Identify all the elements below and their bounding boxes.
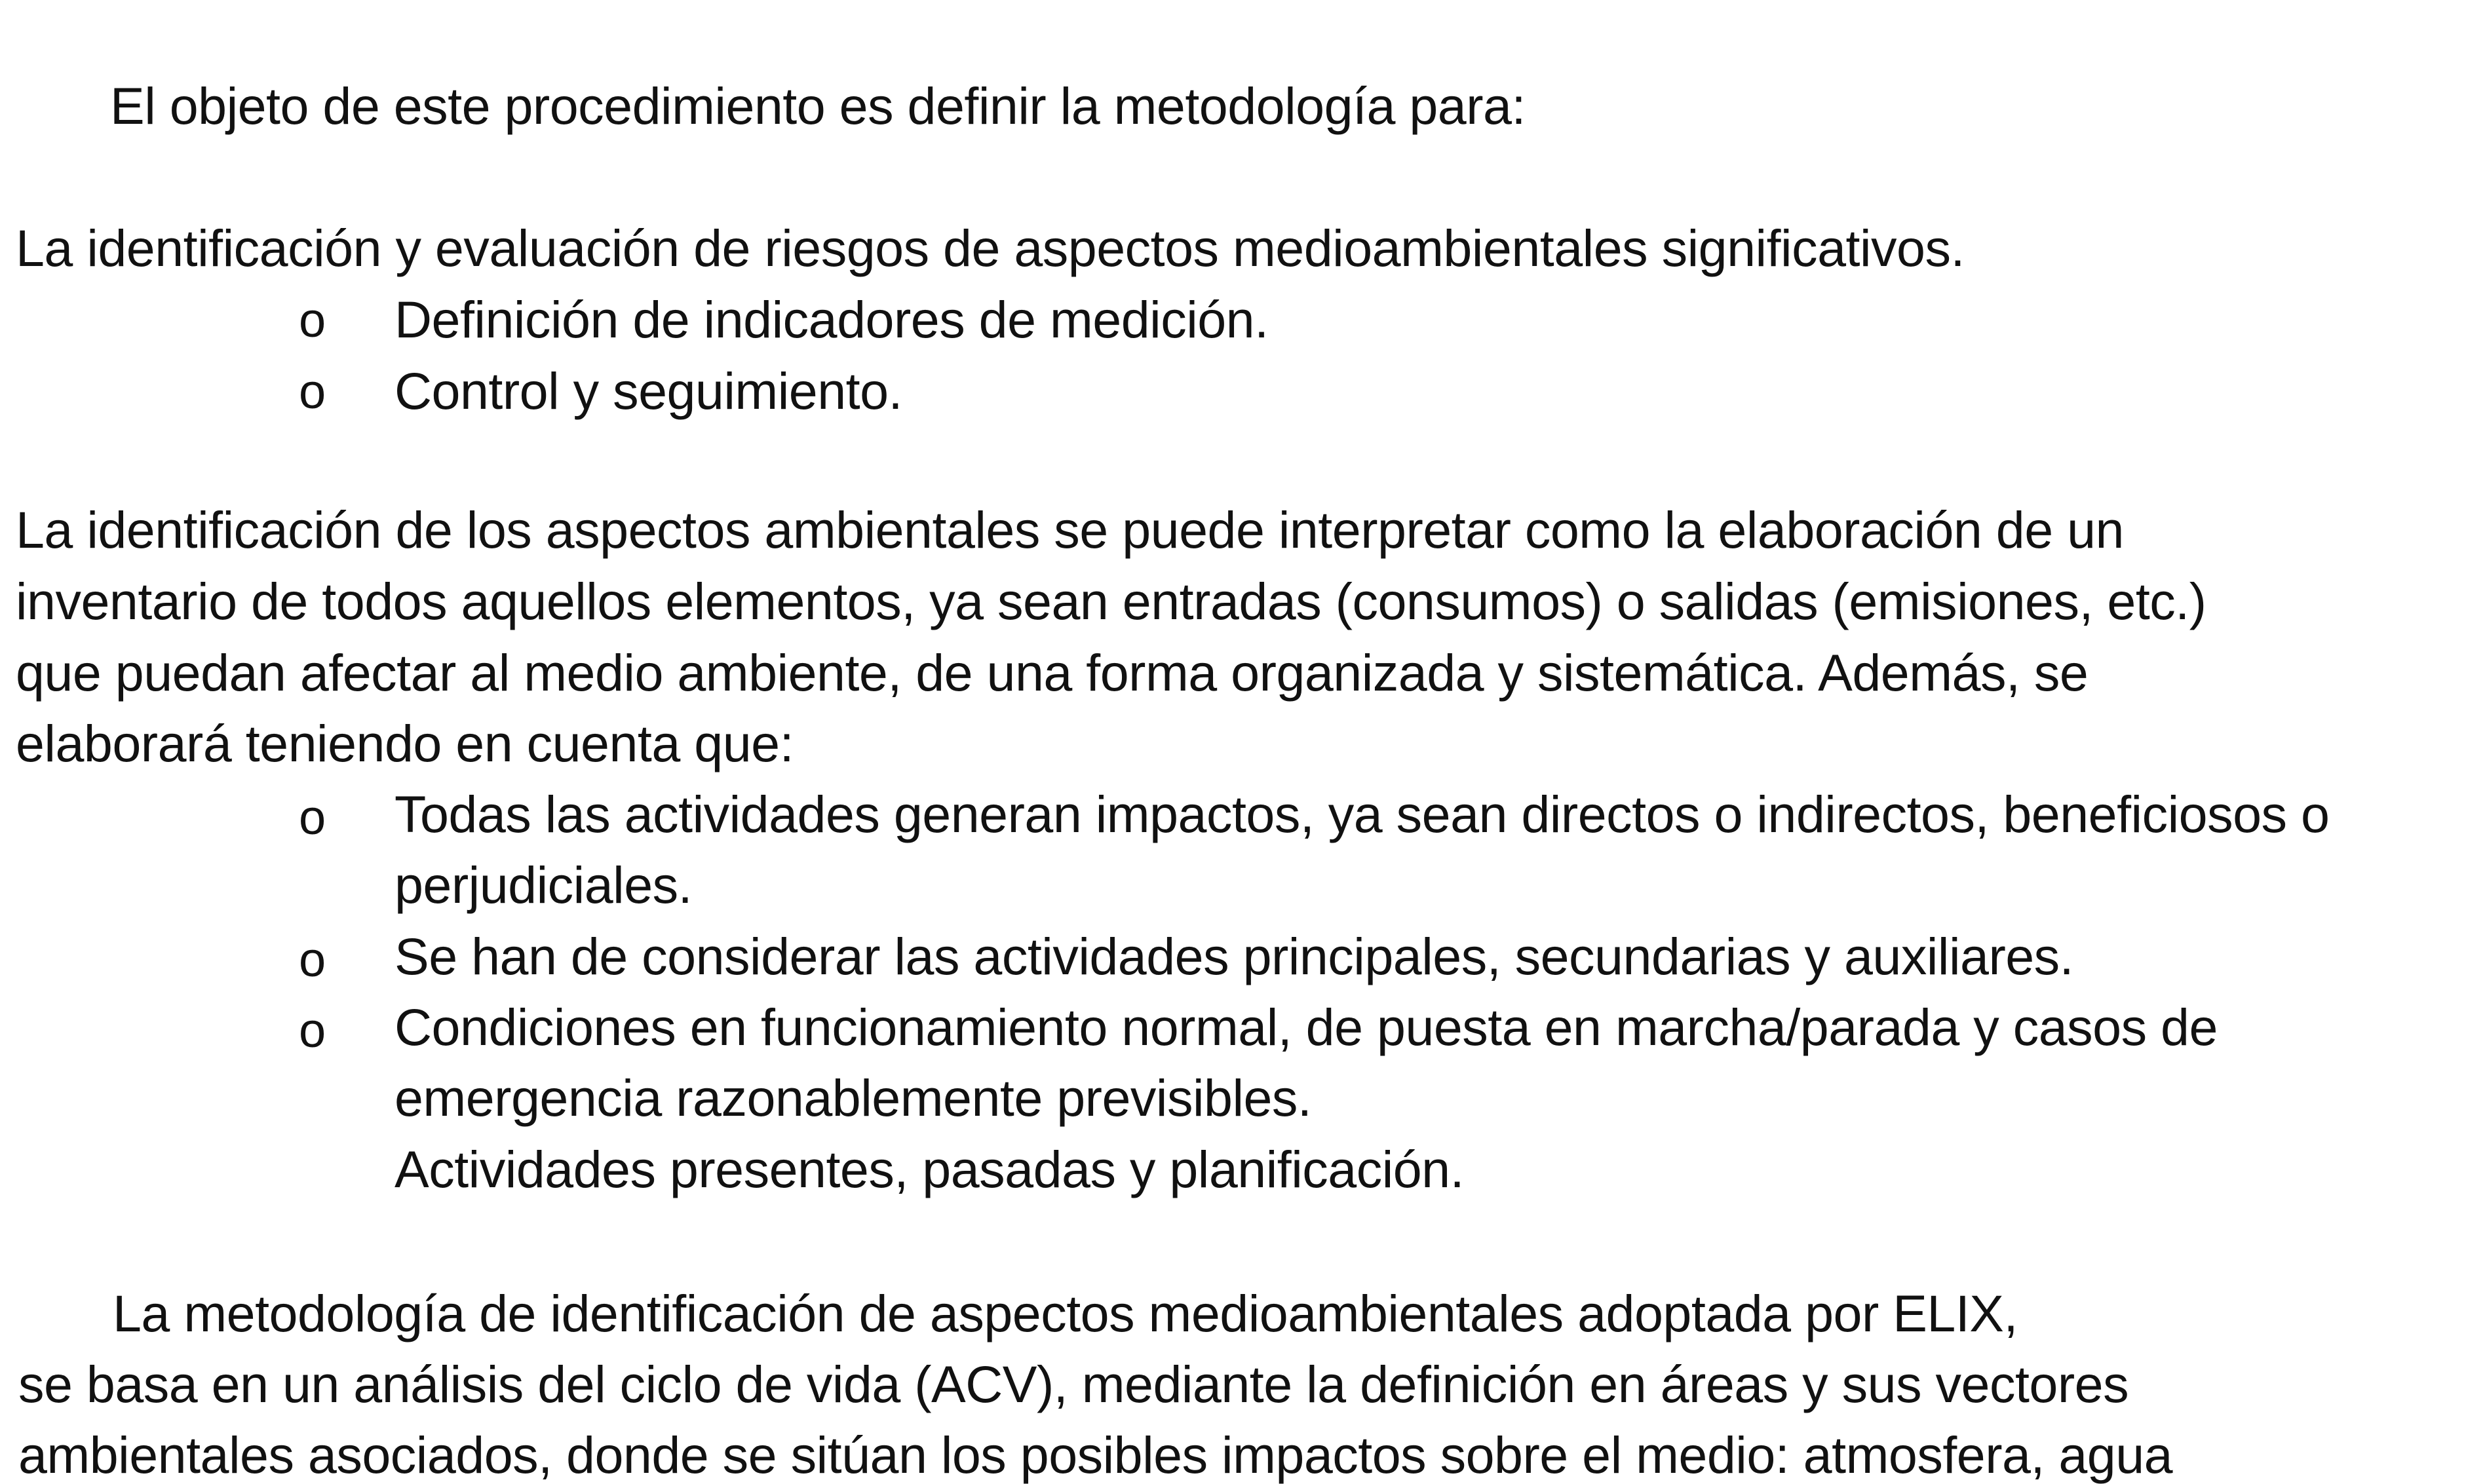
- section2-trailing-note: Actividades presentes, pasadas y planificación.: [395, 1140, 1465, 1198]
- bullet-marker: o: [299, 790, 326, 845]
- section1-item-control: Control y seguimiento.: [395, 362, 902, 420]
- section1-lead: La identificación y evaluación de riesgos de aspectos medioambientales significativos.: [16, 219, 1965, 277]
- section3-paragraph-line: La metodología de identificación de aspectos medioambientales adoptada por ELIX,: [113, 1284, 2018, 1342]
- section2-item-impacts-continued: perjudiciales.: [395, 856, 693, 914]
- bullet-marker: o: [299, 1003, 326, 1057]
- section2-item-conditions-continued: emergencia razonablemente previsibles.: [395, 1069, 1312, 1127]
- section3-paragraph-line: se basa en un análisis del ciclo de vida (ACV), mediante la definición en áreas y sus vectores: [18, 1355, 2129, 1413]
- section2-item-conditions: Condiciones en funcionamiento normal, de puesta en marcha/parada y casos de: [395, 998, 2218, 1056]
- section2-paragraph-line: que puedan afectar al medio ambiente, de una forma organizada y sistemática. Además, se: [16, 643, 2089, 702]
- section3-paragraph-line-partial: ambientales asociados, donde se sitúan los posibles impactos sobre el medio: atmosfera, agua: [18, 1426, 2173, 1484]
- intro-sentence: El objeto de este procedimiento es definir la metodología para:: [110, 77, 1526, 135]
- bullet-marker: o: [299, 932, 326, 987]
- section2-item-activities: Se han de considerar las actividades principales, secundarias y auxiliares.: [395, 927, 2074, 985]
- bullet-marker: o: [299, 364, 326, 419]
- bullet-marker: o: [299, 293, 326, 347]
- section2-item-impacts: Todas las actividades generan impactos, ya sean directos o indirectos, beneficiosos o: [395, 785, 2330, 843]
- section2-paragraph-line: La identificación de los aspectos ambientales se puede interpretar como la elaboración de un: [16, 501, 2124, 559]
- section2-paragraph-line: elaborará teniendo en cuenta que:: [16, 714, 794, 772]
- section1-item-indicators: Definición de indicadores de medición.: [395, 290, 1269, 349]
- section2-paragraph-line: inventario de todos aquellos elementos, ya sean entradas (consumos) o salidas (emisiones, etc.): [16, 572, 2206, 630]
